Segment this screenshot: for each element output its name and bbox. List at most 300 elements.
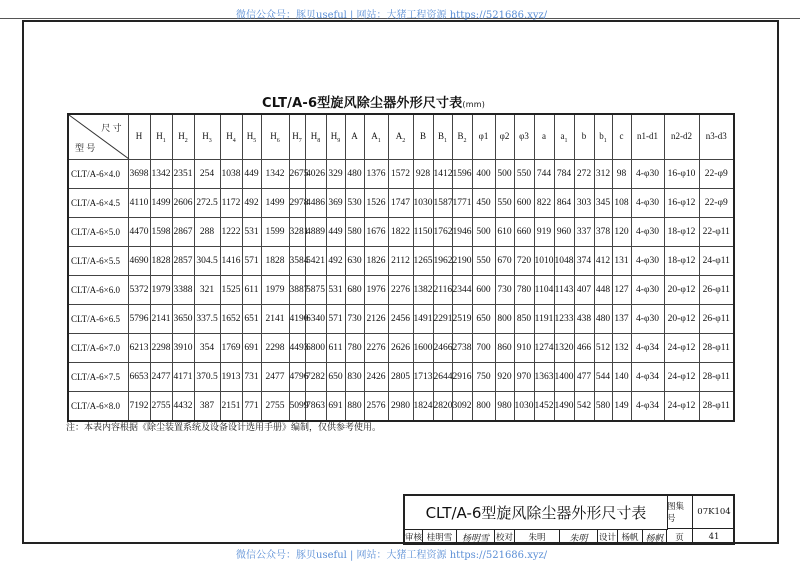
dimension-cell: 1599 <box>261 218 289 247</box>
dimension-cell: 800 <box>495 305 514 334</box>
table-row <box>68 189 734 218</box>
dimension-cell: 731 <box>242 363 261 392</box>
column-header-sub: 4 <box>232 137 236 144</box>
dimension-cell: 1713 <box>413 363 433 392</box>
dimension-cell: 2141 <box>261 305 289 334</box>
dimension-cell: 691 <box>326 392 345 422</box>
dimension-cell: 3698 <box>128 160 150 189</box>
dimension-cell: 571 <box>242 247 261 276</box>
dimension-cell: 4796 <box>289 363 305 392</box>
dimension-cell: 1412 <box>433 160 452 189</box>
column-header-sub: 7 <box>298 137 302 144</box>
column-header <box>242 114 261 160</box>
dimension-cell: 600 <box>514 189 534 218</box>
dimension-cell: 571 <box>326 305 345 334</box>
dimension-cell: 4-φ34 <box>631 363 664 392</box>
column-header <box>433 114 452 160</box>
dimension-cell: 5875 <box>305 276 326 305</box>
dimension-cell: 4190 <box>289 305 305 334</box>
dimension-cell: 1490 <box>554 392 574 422</box>
dimension-cell: 919 <box>534 218 554 247</box>
dimension-cell: 132 <box>612 334 631 363</box>
dimension-cell: 321 <box>194 276 220 305</box>
dimension-cell: 5796 <box>128 305 150 334</box>
review-label: 审核 <box>405 529 423 545</box>
dimension-cell: 2606 <box>172 189 194 218</box>
column-header-sub: 2 <box>463 137 467 144</box>
dimension-cell: 5099 <box>289 392 305 422</box>
dimension-cell: 449 <box>242 160 261 189</box>
dimension-cell: 1382 <box>413 276 433 305</box>
dimension-cell: 1979 <box>150 276 172 305</box>
dimension-cell: 400 <box>472 160 495 189</box>
dimension-cell: 492 <box>242 189 261 218</box>
unit-label: (mm) <box>462 100 486 109</box>
dimension-cell: 7282 <box>305 363 326 392</box>
dimension-cell: 4486 <box>305 189 326 218</box>
column-header-main: A <box>395 130 403 141</box>
dimension-cell: 1828 <box>150 247 172 276</box>
dimension-cell: 611 <box>326 334 345 363</box>
dimension-cell: 910 <box>514 334 534 363</box>
watermark-top: 微信公众号：豚贝useful | 网站：大猪工程资源 https://521686.xyz/ <box>236 10 548 21</box>
dimension-cell: 4889 <box>305 218 326 247</box>
dimension-cell: 4-φ30 <box>631 218 664 247</box>
dimension-cell: 1587 <box>433 189 452 218</box>
dimension-cell: 860 <box>495 334 514 363</box>
dimension-cell: 412 <box>594 247 612 276</box>
dimension-cell: 1979 <box>261 276 289 305</box>
dimension-cell: 680 <box>345 276 364 305</box>
dimension-cell: 2626 <box>388 334 413 363</box>
dimension-cell: 254 <box>194 160 220 189</box>
dimension-cell: 1976 <box>364 276 388 305</box>
dimension-cell: 2477 <box>150 363 172 392</box>
dimension-cell: 550 <box>472 247 495 276</box>
dimension-cell: 3584 <box>289 247 305 276</box>
column-header-sub: 9 <box>337 137 341 144</box>
column-header-sub: 3 <box>208 137 212 144</box>
column-header-sub: 1 <box>603 137 607 144</box>
dimension-cell: 378 <box>594 218 612 247</box>
model-cell: CLT/A-6×4.0 <box>68 160 128 189</box>
dimension-cell: 22-φ11 <box>699 218 734 247</box>
atlas-label: 图集号 <box>667 496 693 529</box>
dimension-cell: 2805 <box>388 363 413 392</box>
dimension-cell: 477 <box>574 363 594 392</box>
dimension-cell: 771 <box>242 392 261 422</box>
table-row <box>68 392 734 422</box>
model-cell: CLT/A-6×7.5 <box>68 363 128 392</box>
dimension-cell: 28-φ11 <box>699 392 734 422</box>
dimension-cell: 2980 <box>388 392 413 422</box>
dimension-cell: 1104 <box>534 276 554 305</box>
atlas-number: 07K104 <box>693 496 735 529</box>
dimension-cell: 531 <box>326 276 345 305</box>
column-header <box>452 114 472 160</box>
column-header <box>534 114 554 160</box>
column-header <box>594 114 612 160</box>
column-header-main: c <box>619 130 624 141</box>
column-header <box>172 114 194 160</box>
dimension-cell: 4-φ34 <box>631 334 664 363</box>
dimension-cell: 1822 <box>388 218 413 247</box>
dimension-cell: 18-φ12 <box>664 218 699 247</box>
dimension-cell: 28-φ11 <box>699 334 734 363</box>
column-header-sub: 6 <box>276 137 280 144</box>
dimension-cell: 1320 <box>554 334 574 363</box>
dimension-cell: 4171 <box>172 363 194 392</box>
dimension-cell: 3910 <box>172 334 194 363</box>
dimension-cell: 303 <box>574 189 594 218</box>
table-row <box>68 334 734 363</box>
dimension-cell: 137 <box>612 305 631 334</box>
dimension-cell: 4-φ34 <box>631 392 664 422</box>
model-cell: CLT/A-6×6.5 <box>68 305 128 334</box>
dimension-cell: 580 <box>594 392 612 422</box>
column-header-main: n1-d1 <box>637 130 658 141</box>
dimension-cell: 2298 <box>261 334 289 363</box>
dimension-cell: 2477 <box>261 363 289 392</box>
dimension-cell: 2351 <box>172 160 194 189</box>
dimension-cell: 1342 <box>150 160 172 189</box>
check-label: 校对 <box>495 529 515 545</box>
dimension-cell: 650 <box>326 363 345 392</box>
dimension-cell: 980 <box>495 392 514 422</box>
dimension-cell: 512 <box>594 334 612 363</box>
column-header-main: H <box>270 130 277 141</box>
column-header-main: H <box>202 130 209 141</box>
dimension-cell: 272.5 <box>194 189 220 218</box>
dimension-cell: 329 <box>326 160 345 189</box>
dimension-cell: 2112 <box>388 247 413 276</box>
note: 注：本表内容根据《除尘装置系统及设备设计选用手册》编制，仅供参考使用。 <box>66 423 382 433</box>
dimension-cell: 449 <box>326 218 345 247</box>
dimension-cell: 22-φ9 <box>699 160 734 189</box>
dimension-cell: 1265 <box>413 247 433 276</box>
dimension-cell: 4690 <box>128 247 150 276</box>
column-header <box>612 114 631 160</box>
size-label: 尺 寸 <box>101 123 122 133</box>
dimension-cell: 1499 <box>150 189 172 218</box>
dimension-cell: 16-φ10 <box>664 160 699 189</box>
dimension-cell: 2276 <box>364 334 388 363</box>
column-header-main: b <box>599 130 604 141</box>
dimension-cell: 1342 <box>261 160 289 189</box>
column-header-sub: 1 <box>377 137 381 144</box>
dimension-cell: 822 <box>534 189 554 218</box>
dimension-cell: 370.5 <box>194 363 220 392</box>
dimension-cell: 4493 <box>289 334 305 363</box>
dimension-cell: 784 <box>554 160 574 189</box>
dimension-cell: 928 <box>413 160 433 189</box>
dimension-cell: 2466 <box>433 334 452 363</box>
column-header-main: H <box>178 130 185 141</box>
dimension-cell: 744 <box>534 160 554 189</box>
dimension-cell: 127 <box>612 276 631 305</box>
column-header-main: A <box>371 130 378 141</box>
dimension-cell: 1233 <box>554 305 574 334</box>
dimension-cell: 2141 <box>150 305 172 334</box>
dimension-cell: 1038 <box>220 160 242 189</box>
dimension-cell: 1222 <box>220 218 242 247</box>
dimension-cell: 750 <box>472 363 495 392</box>
dimension-cell: 651 <box>242 305 261 334</box>
dimension-cell: 780 <box>345 334 364 363</box>
dimension-cell: 1274 <box>534 334 554 363</box>
column-header-main: H <box>330 130 338 141</box>
dimension-cell: 1600 <box>413 334 433 363</box>
dimension-cell: 24-φ12 <box>664 392 699 422</box>
dimension-cell: 337.5 <box>194 305 220 334</box>
column-header-main: b <box>581 130 587 141</box>
dimension-cell: 20-φ12 <box>664 305 699 334</box>
dimension-cell: 3887 <box>289 276 305 305</box>
watermark-bottom: 微信公众号：豚贝useful | 网站：大猪工程资源 https://521686.xyz/ <box>236 550 548 561</box>
dimension-cell: 830 <box>345 363 364 392</box>
dimension-cell: 2151 <box>220 392 242 422</box>
dimension-cell: 337 <box>574 218 594 247</box>
dimension-cell: 544 <box>594 363 612 392</box>
dimension-cell: 1946 <box>452 218 472 247</box>
dimension-cell: 2820 <box>433 392 452 422</box>
dimension-cell: 6340 <box>305 305 326 334</box>
model-cell: CLT/A-6×6.0 <box>68 276 128 305</box>
dimension-cell: 1525 <box>220 276 242 305</box>
dimension-cell: 2344 <box>452 276 472 305</box>
reviewer-signature: 杨明雪 <box>457 529 495 545</box>
dimension-cell: 1143 <box>554 276 574 305</box>
dimension-cell: 530 <box>345 189 364 218</box>
dimension-cell: 2116 <box>433 276 452 305</box>
dimension-cell: 920 <box>495 363 514 392</box>
dimension-cell: 1596 <box>452 160 472 189</box>
corner-header <box>68 114 128 160</box>
dimension-cell: 26-φ11 <box>699 276 734 305</box>
dimension-cell: 960 <box>554 218 574 247</box>
dimension-cell: 2857 <box>172 247 194 276</box>
model-cell: CLT/A-6×4.5 <box>68 189 128 218</box>
page-label: 页 <box>667 529 693 545</box>
column-header-main: H <box>310 130 318 141</box>
table-row <box>68 276 734 305</box>
dimension-cell: 780 <box>514 276 534 305</box>
column-header-main: H <box>226 130 233 141</box>
dimension-cell: 492 <box>326 247 345 276</box>
dimension-cell: 730 <box>345 305 364 334</box>
column-header-main: φ3 <box>519 130 529 141</box>
dimension-cell: 374 <box>574 247 594 276</box>
column-header-main: H <box>156 130 163 141</box>
dimension-cell: 1416 <box>220 247 242 276</box>
dimension-cell: 345 <box>594 189 612 218</box>
column-header <box>261 114 289 160</box>
dimension-cell: 880 <box>345 392 364 422</box>
dimension-cell: 6800 <box>305 334 326 363</box>
dimension-cell: 140 <box>612 363 631 392</box>
dimension-cell: 2298 <box>150 334 172 363</box>
column-header <box>699 114 734 160</box>
dimension-cell: 7192 <box>128 392 150 422</box>
model-cell: CLT/A-6×5.5 <box>68 247 128 276</box>
column-header-main: a <box>560 130 565 141</box>
model-cell: CLT/A-6×7.0 <box>68 334 128 363</box>
column-header <box>326 114 345 160</box>
column-header <box>664 114 699 160</box>
dimension-cell: 3281 <box>289 218 305 247</box>
column-header <box>128 114 150 160</box>
dimension-cell: 1598 <box>150 218 172 247</box>
dimension-cell: 2916 <box>452 363 472 392</box>
column-header <box>388 114 413 160</box>
dimension-cell: 2867 <box>172 218 194 247</box>
page-number: 41 <box>708 532 720 542</box>
table-row <box>68 247 734 276</box>
dimension-cell: 288 <box>194 218 220 247</box>
dimension-cell: 1652 <box>220 305 242 334</box>
dimension-cell: 24-φ12 <box>664 363 699 392</box>
column-header-main: H <box>246 130 254 141</box>
dimension-cell: 6213 <box>128 334 150 363</box>
dimension-cell: 20-φ12 <box>664 276 699 305</box>
column-header-sub: 2 <box>184 137 188 144</box>
dimension-cell: 28-φ11 <box>699 363 734 392</box>
column-header-main: B <box>419 130 426 141</box>
dimension-cell: 4-φ30 <box>631 189 664 218</box>
dimension-cell: 650 <box>472 305 495 334</box>
column-header-main: A <box>351 130 358 141</box>
dimension-cell: 2755 <box>150 392 172 422</box>
table-row <box>68 218 734 247</box>
column-header-main: a <box>542 130 546 141</box>
dimension-cell: 480 <box>594 305 612 334</box>
dimension-cell: 730 <box>495 276 514 305</box>
dimension-cell: 4470 <box>128 218 150 247</box>
dimension-cell: 448 <box>594 276 612 305</box>
dimension-cell: 304.5 <box>194 247 220 276</box>
dimension-cell: 542 <box>574 392 594 422</box>
dimension-cell: 1913 <box>220 363 242 392</box>
column-header <box>289 114 305 160</box>
dimension-cell: 2576 <box>364 392 388 422</box>
dimension-cell: 1048 <box>554 247 574 276</box>
dimension-cell: 24-φ11 <box>699 247 734 276</box>
dimension-cell: 1376 <box>364 160 388 189</box>
dimension-cell: 1828 <box>261 247 289 276</box>
column-header <box>495 114 514 160</box>
column-header-main: n2-d2 <box>671 130 692 141</box>
column-header-main: H <box>135 130 143 141</box>
dimension-cell: 1150 <box>413 218 433 247</box>
dimension-cell: 26-φ11 <box>699 305 734 334</box>
column-header <box>554 114 574 160</box>
dimension-cell: 369 <box>326 189 345 218</box>
dimension-cell: 480 <box>345 160 364 189</box>
column-header-sub: 5 <box>253 137 257 144</box>
column-header <box>574 114 594 160</box>
dimension-cell: 1526 <box>364 189 388 218</box>
dimension-cell: 149 <box>612 392 631 422</box>
dimension-cell: 2456 <box>388 305 413 334</box>
dimension-cell: 131 <box>612 247 631 276</box>
dimension-cell: 272 <box>574 160 594 189</box>
title-block-title: CLT/A-6型旋风除尘器外形尺寸表 <box>405 496 668 530</box>
column-header-main: B <box>437 130 444 141</box>
title-text: CLT/A-6型旋风除尘器外形尺寸表 <box>262 96 463 111</box>
title-block <box>403 494 735 545</box>
dimension-cell: 1030 <box>413 189 433 218</box>
designer-name: 杨帆 <box>618 529 643 545</box>
column-header-main: φ1 <box>478 130 489 141</box>
table-row <box>68 363 734 392</box>
column-header <box>472 114 495 160</box>
dimension-cell: 24-φ12 <box>664 334 699 363</box>
dimension-cell: 580 <box>345 218 364 247</box>
model-cell: CLT/A-6×5.0 <box>68 218 128 247</box>
dimension-cell: 98 <box>612 160 631 189</box>
column-header-sub: 2 <box>402 137 406 144</box>
dimension-cell: 466 <box>574 334 594 363</box>
column-header <box>364 114 388 160</box>
header-row <box>68 114 734 160</box>
dimension-cell: 2426 <box>364 363 388 392</box>
dimension-cell: 1826 <box>364 247 388 276</box>
dimension-cell: 800 <box>472 392 495 422</box>
checker-name: 朱明 <box>515 529 560 545</box>
dimension-cell: 2755 <box>261 392 289 422</box>
model-cell: CLT/A-6×8.0 <box>68 392 128 422</box>
checker-signature: 朱明 <box>560 529 598 545</box>
dimension-cell: 2978 <box>289 189 305 218</box>
dimension-cell: 2738 <box>452 334 472 363</box>
dimension-cell: 1172 <box>220 189 242 218</box>
dimension-cell: 312 <box>594 160 612 189</box>
dimension-cell: 4026 <box>305 160 326 189</box>
dimension-cell: 610 <box>495 218 514 247</box>
column-header <box>514 114 534 160</box>
table-row <box>68 160 734 189</box>
dimension-table <box>67 113 735 422</box>
dimension-cell: 2291 <box>433 305 452 334</box>
dimension-cell: 550 <box>514 160 534 189</box>
dimension-cell: 531 <box>242 218 261 247</box>
dimension-cell: 2644 <box>433 363 452 392</box>
dimension-cell: 500 <box>495 160 514 189</box>
dimension-cell: 1030 <box>514 392 534 422</box>
dimension-cell: 120 <box>612 218 631 247</box>
dimension-cell: 1962 <box>433 247 452 276</box>
dimension-cell: 850 <box>514 305 534 334</box>
dimension-cell: 1676 <box>364 218 388 247</box>
dimension-cell: 500 <box>472 218 495 247</box>
dimension-cell: 3650 <box>172 305 194 334</box>
dimension-cell: 1491 <box>413 305 433 334</box>
dimension-cell: 600 <box>472 276 495 305</box>
dimension-cell: 1771 <box>452 189 472 218</box>
dimension-cell: 6653 <box>128 363 150 392</box>
column-header <box>631 114 664 160</box>
dimension-cell: 4-φ30 <box>631 247 664 276</box>
dimension-cell: 22-φ9 <box>699 189 734 218</box>
dimension-cell: 2190 <box>452 247 472 276</box>
column-header-sub: 8 <box>317 137 321 144</box>
dimension-cell: 2276 <box>388 276 413 305</box>
dimension-cell: 720 <box>514 247 534 276</box>
dimension-cell: 864 <box>554 189 574 218</box>
dimension-cell: 4-φ30 <box>631 160 664 189</box>
dimension-cell: 5372 <box>128 276 150 305</box>
dimension-cell: 1191 <box>534 305 554 334</box>
